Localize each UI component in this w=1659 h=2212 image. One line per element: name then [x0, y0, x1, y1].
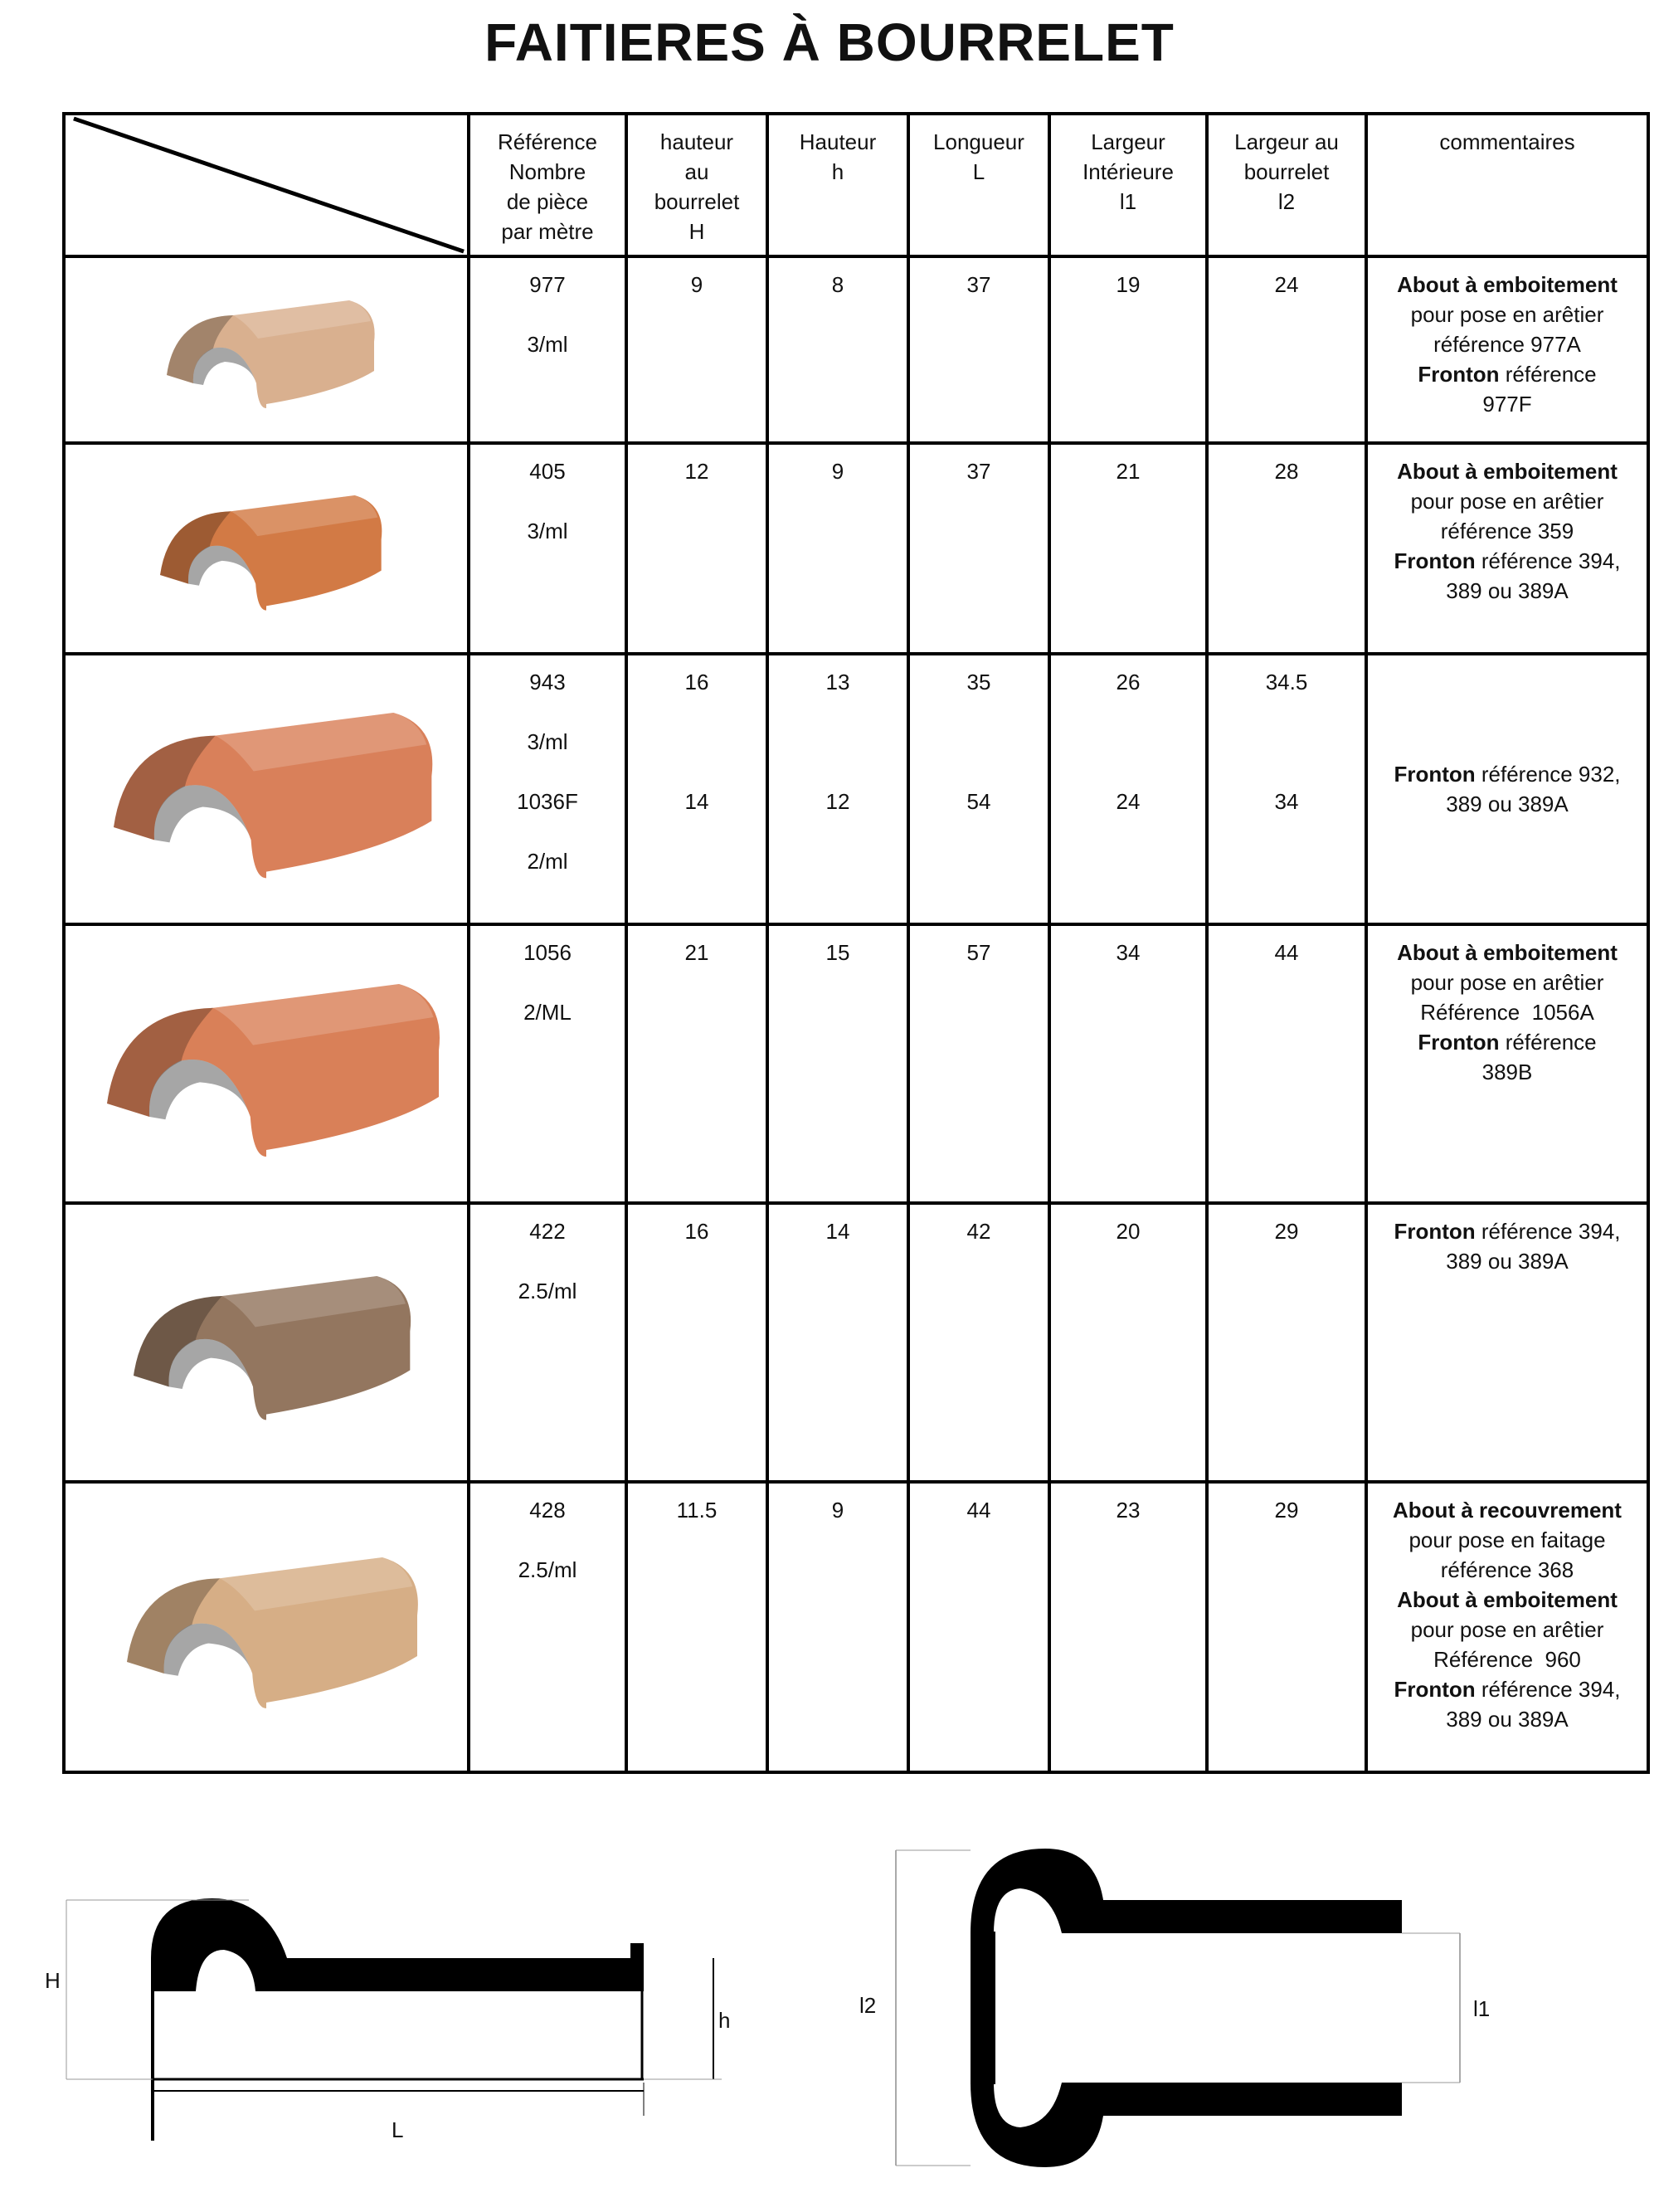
comment-text: 389B [1481, 1060, 1533, 1084]
cell-comments [1366, 443, 1648, 654]
comment-line [1373, 938, 1642, 967]
pieces-per-meter: 3/ml [527, 519, 568, 543]
reference-number: 405 [529, 459, 566, 484]
header-line: Largeur [1091, 129, 1165, 154]
comment-text: 389 ou 389A [1446, 792, 1569, 816]
dimension-value: 37 [966, 272, 991, 297]
dimension-value: 19 [1116, 272, 1141, 297]
tile-image-cell [64, 256, 469, 443]
comment-line [1373, 270, 1642, 300]
dimension-value: 37 [966, 459, 991, 484]
comment-text: 389 ou 389A [1446, 578, 1569, 603]
reference-number: 1036F [517, 789, 578, 814]
comment-text: référence [1499, 1030, 1597, 1055]
header-line: bourrelet [1243, 159, 1330, 184]
table-row [64, 1203, 1648, 1482]
cell-H [626, 256, 767, 443]
dimension-value: 34.5 [1265, 670, 1308, 694]
comment-text: pour pose en faitage [1408, 1527, 1606, 1552]
dimension-value: 16 [684, 670, 709, 694]
page-title: FAITIERES À BOURRELET [484, 12, 1175, 72]
comment-line [1373, 1027, 1642, 1057]
tile-image-cell [64, 1482, 469, 1772]
side-view-diagram [45, 1875, 747, 2142]
dimension-value: 35 [966, 670, 991, 694]
comment-line [1373, 1525, 1642, 1555]
comment-text: 389 ou 389A [1446, 1707, 1569, 1732]
dimension-value: 21 [684, 940, 709, 965]
header-line: H [688, 219, 705, 244]
dimension-value: 20 [1116, 1219, 1141, 1244]
header-line: Hauteur [799, 129, 877, 154]
header-row [64, 114, 1648, 256]
dimension-value: 13 [825, 670, 850, 694]
header-l1 [1049, 114, 1207, 256]
dimension-value: 29 [1274, 1219, 1299, 1244]
table-row [64, 443, 1648, 654]
header-L [908, 114, 1049, 256]
comment-text: 977F [1482, 392, 1532, 417]
dimension-value: 44 [1274, 940, 1299, 965]
comment-line [1373, 1555, 1642, 1585]
comment-bold: Fronton [1394, 1677, 1476, 1702]
cell-h [767, 256, 908, 443]
header-line: Référence [498, 129, 597, 154]
cell-h [767, 654, 908, 924]
comment-line [1373, 1057, 1642, 1087]
cell-comments [1366, 256, 1648, 443]
comment-line [1373, 997, 1642, 1027]
cell-H [626, 924, 767, 1203]
comment-line [1373, 789, 1642, 819]
cell-L [908, 924, 1049, 1203]
cell-reference [469, 654, 626, 924]
comment-text: pour pose en arêtier [1410, 489, 1604, 514]
table-row [64, 924, 1648, 1203]
comment-line [1373, 1704, 1642, 1734]
pieces-per-meter: 3/ml [527, 332, 568, 357]
cell-reference [469, 1203, 626, 1482]
cell-l1 [1049, 256, 1207, 443]
table-row [64, 1482, 1648, 1772]
cell-L [908, 1203, 1049, 1482]
comment-line [1373, 389, 1642, 419]
comment-bold: Fronton [1418, 362, 1500, 387]
cell-h [767, 924, 908, 1203]
top-view-svg [854, 1834, 1551, 2199]
comment-text: 389 ou 389A [1446, 1249, 1569, 1274]
cell-comments [1366, 654, 1648, 924]
comment-bold: About à emboitement [1397, 940, 1618, 965]
dimension-value: 24 [1274, 272, 1299, 297]
header-line: par mètre [501, 219, 594, 244]
comment-line [1373, 967, 1642, 997]
dimension-value: 12 [825, 789, 850, 814]
cell-l1 [1049, 924, 1207, 1203]
cell-l1 [1049, 654, 1207, 924]
header-line: l1 [1119, 189, 1137, 214]
header-l2 [1207, 114, 1366, 256]
cell-l2 [1207, 1482, 1366, 1772]
comment-bold: About à recouvrement [1393, 1498, 1622, 1523]
comment-line [1373, 329, 1642, 359]
reference-number: 428 [529, 1498, 566, 1523]
dimension-value: 29 [1274, 1498, 1299, 1523]
comment-text: référence 932, [1475, 762, 1621, 787]
side-view-svg [50, 1875, 747, 2141]
cell-H [626, 1482, 767, 1772]
label-l2: l2 [859, 1993, 877, 2018]
comment-line [1373, 1674, 1642, 1704]
cell-L [908, 654, 1049, 924]
label-L: L [392, 2117, 404, 2142]
dimension-value: 23 [1116, 1498, 1141, 1523]
cell-h [767, 1482, 908, 1772]
comment-text: Référence 1056A [1420, 1000, 1594, 1025]
comment-text: référence 394, [1475, 548, 1621, 573]
dimension-value: 14 [825, 1219, 850, 1244]
reference-number: 1056 [523, 940, 572, 965]
reference-number: 977 [529, 272, 566, 297]
header-H [626, 114, 767, 256]
header-line: bourrelet [654, 189, 740, 214]
dimension-value: 34 [1116, 940, 1141, 965]
comment-text: référence [1499, 362, 1597, 387]
dimension-value: 8 [831, 272, 844, 297]
comment-text: référence 977A [1433, 332, 1581, 357]
cell-l2 [1207, 443, 1366, 654]
cell-comments [1366, 1203, 1648, 1482]
comment-bold: Fronton [1418, 1030, 1500, 1055]
comment-text: pour pose en arêtier [1410, 1617, 1604, 1642]
cell-h [767, 1203, 908, 1482]
ridge-tile-image [92, 1532, 440, 1722]
pieces-per-meter: 3/ml [527, 729, 568, 754]
comment-bold: About à emboitement [1397, 459, 1618, 484]
comment-line [1373, 1246, 1642, 1276]
comment-bold: About à emboitement [1397, 272, 1618, 297]
dimension-value: 54 [966, 789, 991, 814]
comment-line [1373, 576, 1642, 606]
cell-reference [469, 256, 626, 443]
dimension-value: 11.5 [676, 1498, 718, 1523]
cell-l2 [1207, 1203, 1366, 1482]
cell-l2 [1207, 924, 1366, 1203]
comment-line [1373, 486, 1642, 516]
diagonal-corner-cell [64, 114, 469, 256]
header-line: Nombre [508, 159, 586, 184]
cell-comments [1366, 924, 1648, 1203]
pieces-per-meter: 2/ml [527, 849, 568, 874]
cell-H [626, 443, 767, 654]
ridge-tile-image [134, 474, 399, 623]
table-row [64, 256, 1648, 443]
header-line: L [972, 159, 985, 184]
comment-text: pour pose en arêtier [1410, 970, 1604, 995]
comment-line [1373, 300, 1642, 329]
label-h: h [718, 2008, 731, 2033]
comment-line [1373, 546, 1642, 576]
comment-line [1373, 516, 1642, 546]
header-line: hauteur [659, 129, 734, 154]
cell-l2 [1207, 654, 1366, 924]
header-line: commentaires [1439, 129, 1575, 154]
dimension-value: 15 [825, 940, 850, 965]
dimension-value: 28 [1274, 459, 1299, 484]
cell-l1 [1049, 1203, 1207, 1482]
header-line: de pièce [506, 189, 589, 214]
pieces-per-meter: 2.5/ml [518, 1279, 577, 1303]
dimension-value: 42 [966, 1219, 991, 1244]
dimension-value: 44 [966, 1498, 991, 1523]
comment-text: référence 359 [1440, 519, 1574, 543]
dimension-value: 16 [684, 1219, 709, 1244]
comment-bold: Fronton [1394, 762, 1476, 787]
cell-l1 [1049, 443, 1207, 654]
comment-bold: About à emboitement [1397, 1587, 1618, 1612]
comment-text: pour pose en arêtier [1410, 302, 1604, 327]
ridge-tile-image [142, 284, 391, 417]
cell-l2 [1207, 256, 1366, 443]
cell-H [626, 1203, 767, 1482]
table-row [64, 654, 1648, 924]
tile-image-cell [64, 443, 469, 654]
cell-L [908, 256, 1049, 443]
cell-H [626, 654, 767, 924]
cell-comments [1366, 1482, 1648, 1772]
dimension-value: 9 [831, 1498, 844, 1523]
spec-table [62, 112, 1650, 1774]
header-line: Largeur au [1234, 129, 1339, 154]
header-line: Longueur [933, 129, 1024, 154]
cell-reference [469, 924, 626, 1203]
pieces-per-meter: 2.5/ml [518, 1557, 577, 1582]
comment-bold: Fronton [1394, 548, 1476, 573]
header-line: h [831, 159, 844, 184]
comment-line [1373, 1495, 1642, 1525]
dimension-value: 9 [690, 272, 703, 297]
header-line: Intérieure [1082, 159, 1174, 184]
comment-line [1373, 1216, 1642, 1246]
comment-line [1373, 359, 1642, 389]
dimension-value: 14 [684, 789, 709, 814]
dimension-value: 26 [1116, 670, 1141, 694]
ridge-tile-image [75, 685, 457, 893]
cell-L [908, 443, 1049, 654]
dimension-value: 24 [1116, 789, 1141, 814]
reference-number: 422 [529, 1219, 566, 1244]
comment-line [1373, 759, 1642, 789]
label-H: H [45, 1968, 61, 1993]
cell-reference [469, 443, 626, 654]
label-l1: l1 [1473, 1996, 1491, 2021]
cell-h [767, 443, 908, 654]
header-ref [469, 114, 626, 256]
dimension-value: 34 [1274, 789, 1299, 814]
tile-image-cell [64, 924, 469, 1203]
pieces-per-meter: 2/ML [523, 1000, 572, 1025]
cell-reference [469, 1482, 626, 1772]
dimension-value: 9 [831, 459, 844, 484]
comment-line [1373, 456, 1642, 486]
dimension-value: 57 [966, 940, 991, 965]
tile-image-cell [64, 1203, 469, 1482]
top-view-diagram [854, 1834, 1551, 2199]
cell-l1 [1049, 1482, 1207, 1772]
comment-line [1373, 1585, 1642, 1615]
comment-text: référence 368 [1440, 1557, 1574, 1582]
comment-text: Référence 960 [1433, 1647, 1581, 1672]
diagonal-line [66, 115, 467, 255]
ridge-tile-image [100, 1243, 432, 1442]
reference-number: 943 [529, 670, 566, 694]
dimension-value: 12 [684, 459, 709, 484]
header-h [767, 114, 908, 256]
header-line: l2 [1277, 189, 1296, 214]
comment-line [1373, 1615, 1642, 1644]
cell-L [908, 1482, 1049, 1772]
comment-text: référence 394, [1475, 1677, 1621, 1702]
header-comments [1366, 114, 1648, 256]
ridge-tile-image [67, 948, 465, 1180]
comment-line [1373, 1644, 1642, 1674]
header-line: au [684, 159, 709, 184]
tile-image-cell [64, 654, 469, 924]
comment-bold: Fronton [1394, 1219, 1476, 1244]
dimension-value: 21 [1116, 459, 1141, 484]
comment-text: référence 394, [1475, 1219, 1621, 1244]
